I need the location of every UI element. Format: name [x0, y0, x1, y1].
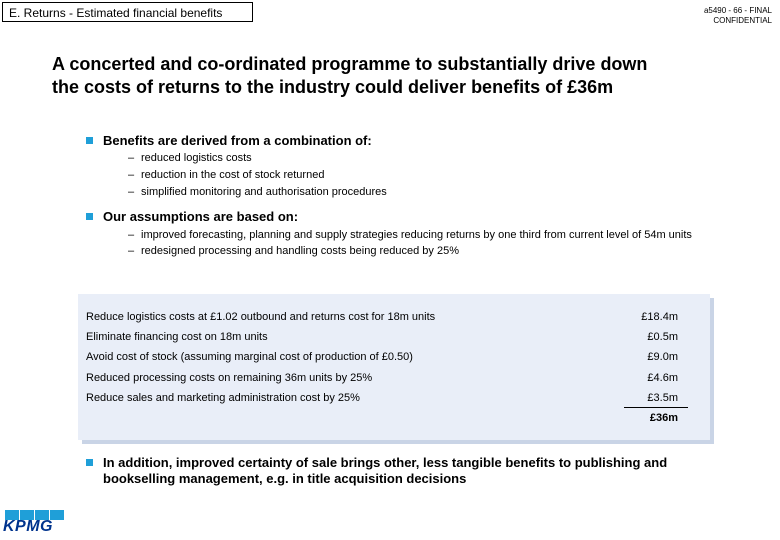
table-row	[86, 307, 686, 327]
row-label: Eliminate financing cost on 18m units	[86, 331, 268, 343]
list-item: – simplified monitoring and authorisation procedures	[128, 186, 387, 198]
list-item: – reduction in the cost of stock returned	[128, 169, 325, 181]
benefits-list	[128, 150, 688, 201]
row-value: £3.5m	[647, 392, 678, 404]
assumptions-heading: Our assumptions are based on:	[103, 209, 299, 224]
kpmg-logo	[3, 510, 65, 538]
benefits-bullet	[86, 133, 372, 149]
total-value: £36m	[649, 412, 678, 424]
closing-bullet	[86, 455, 706, 487]
row-label: Reduce logistics costs at £1.02 outbound and returns cost for 18m units	[86, 311, 436, 323]
row-value: £18.4m	[641, 311, 678, 323]
row-value: £9.0m	[647, 351, 678, 363]
confidential-label: CONFIDENTIAL	[713, 16, 772, 25]
row-value: £0.5m	[647, 331, 678, 343]
bullet-square-icon	[86, 213, 93, 220]
list-item: – improved forecasting, planning and supply strategies reducing returns by one third from current level of 54m units	[128, 229, 692, 241]
table-row	[86, 327, 686, 347]
logo-text: KPMG	[3, 518, 53, 535]
table-row	[86, 368, 686, 388]
row-value: £4.6m	[647, 372, 678, 384]
headline-line-1: A concerted and co-ordinated programme to substantially drive down	[52, 54, 648, 74]
document-reference	[652, 6, 772, 26]
row-label: Reduce sales and marketing administration cost by 25%	[86, 392, 360, 404]
reference-code: a5490 - 66 - FINAL	[703, 6, 772, 15]
benefits-heading: Benefits are derived from a combination of:	[103, 133, 372, 148]
list-item: – reduced logistics costs	[128, 152, 252, 164]
assumptions-bullet	[86, 209, 298, 225]
assumptions-list	[128, 227, 698, 259]
total-divider	[624, 407, 688, 408]
row-label: Avoid cost of stock (assuming marginal cost of production of £0.50)	[86, 351, 413, 363]
table-row	[86, 347, 686, 367]
headline-line-2: the costs of returns to the industry could deliver benefits of £36m	[52, 77, 614, 97]
table-row	[86, 388, 686, 408]
bullet-square-icon	[86, 459, 93, 466]
section-label: E. Returns - Estimated financial benefits	[2, 2, 253, 22]
bullet-square-icon	[86, 137, 93, 144]
page-headline	[52, 53, 752, 99]
list-item: – redesigned processing and handling costs being reduced by 25%	[128, 245, 459, 257]
closing-text: In addition, improved certainty of sale brings other, less tangible benefits to publishing and bookselling management, e.g. in title acquisition decisions	[103, 455, 668, 486]
row-label: Reduced processing costs on remaining 36m units by 25%	[86, 372, 373, 384]
